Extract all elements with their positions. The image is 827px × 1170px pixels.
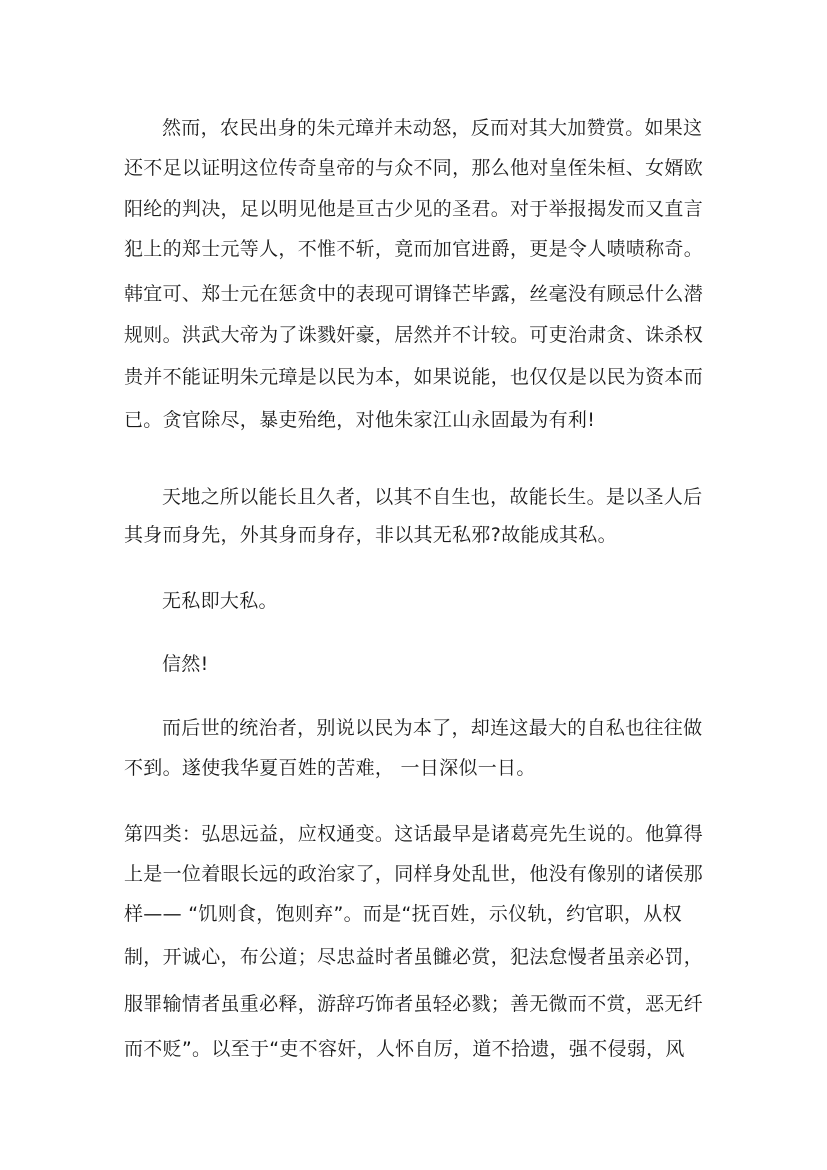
text-line: 阳纶的判决，足以明见他是亘古少见的圣君。对于举报揭发而又直言 — [124, 198, 704, 220]
text-line: 天地之所以能长且久者，以其不自生也，故能长生。是以圣人后 — [162, 486, 703, 508]
text-line: 然而，农民出身的朱元璋并未动怒，反而对其大加赞赏。如果这 — [162, 117, 703, 139]
text-line: 上是一位着眼长远的政治家了，同样身处乱世，他没有像别的诸侯那 — [124, 863, 704, 885]
text-line: 第四类：弘思远益，应权通变。这话最早是诸葛亮先生说的。他算得 — [124, 823, 704, 845]
text-line: 而后世的统治者，别说以民为本了，却连这最大的自私也往往做 — [162, 717, 703, 739]
text-line: 样—— “饥则食，饱则弃”。而是“抚百姓，示仪轨，约官职，从权 — [124, 903, 682, 925]
text-line: 而不贬”。以至于“吏不容奸，人怀自厉，道不拾遗，强不侵弱，风 — [124, 1038, 685, 1060]
text-line: 其身而身先，外其身而身存，非以其无私邪?故能成其私。 — [124, 524, 617, 546]
text-line: 不到。遂使我华夏百姓的苦难， 一日深似一日。 — [124, 757, 536, 779]
text-line: 服罪输情者虽重必释，游辞巧饰者虽轻必戮；善无微而不赏，恶无纤 — [124, 993, 704, 1015]
text-line: 贵并不能证明朱元璋是以民为本，如果说能，也仅仅是以民为资本而 — [124, 366, 704, 388]
text-line: 规则。洪武大帝为了诛戮奸豪，居然并不计较。可吏治肃贪、诛杀权 — [124, 324, 704, 346]
text-line: 已。贪官除尽，暴吏殆绝，对他朱家江山永固最为有利! — [124, 409, 596, 431]
text-line: 信然! — [162, 653, 209, 675]
text-line: 韩宜可、郑士元在惩贪中的表现可谓锋芒毕露，丝毫没有顾忌什么潜 — [124, 283, 704, 305]
text-line: 犯上的郑士元等人，不惟不斩，竟而加官进爵，更是令人啧啧称奇。 — [124, 238, 704, 260]
text-line: 制，开诚心，布公道；尽忠益时者虽雠必赏，犯法怠慢者虽亲必罚， — [124, 946, 704, 968]
text-line: 无私即大私。 — [162, 590, 278, 612]
text-line: 还不足以证明这位传奇皇帝的与众不同，那么他对皇侄朱桓、女婿欧 — [124, 157, 704, 179]
